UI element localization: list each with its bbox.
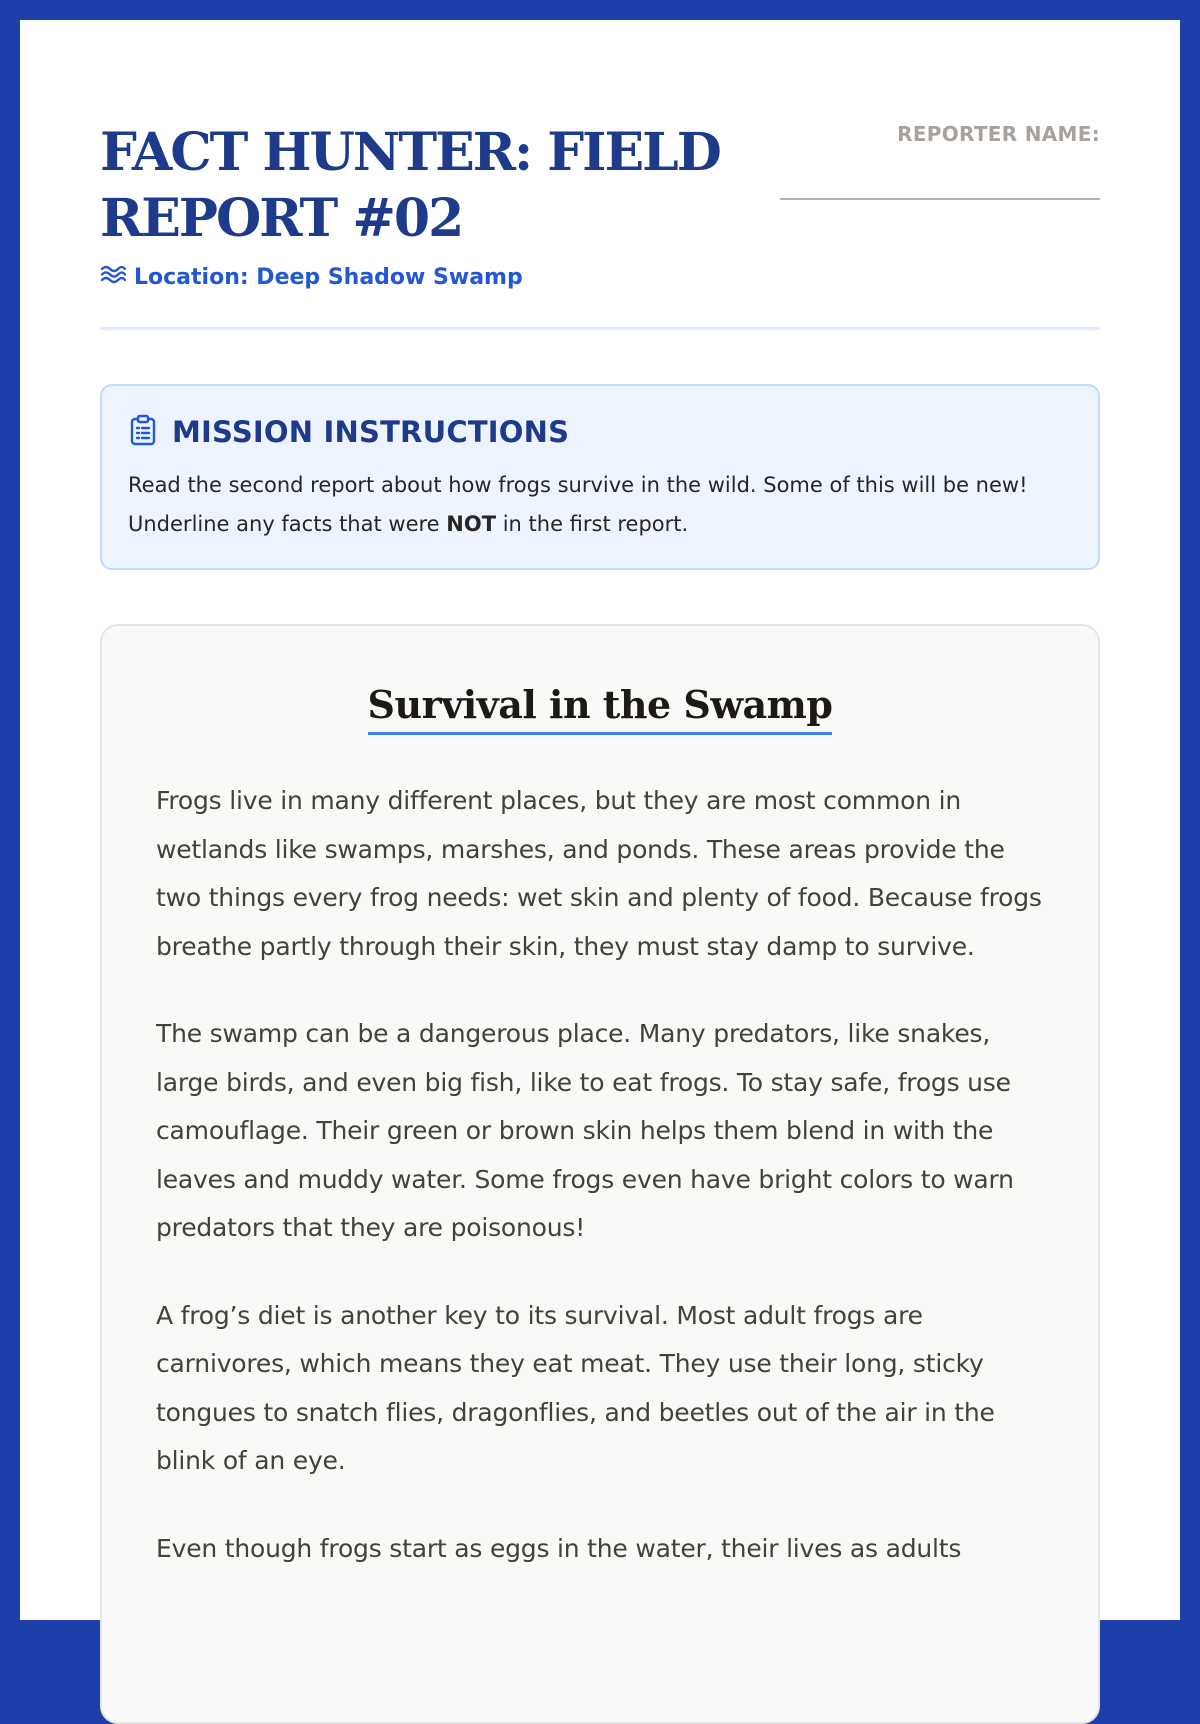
worksheet-page [20,20,1180,1620]
mission-title: MISSION INSTRUCTIONS [172,415,570,449]
mission-instructions-box [100,384,1100,570]
mission-text-emphasis: NOT [446,512,497,536]
page-title: FACT HUNTER: FIELD REPORT #02 [100,122,720,249]
article-paragraph: Even though frogs start as eggs in the water, their lives as adults [156,1533,962,1563]
article-card [100,624,1100,1724]
mission-text-part1: Read the second report about how frogs survive in the wild. Some of this will be new! Underline any facts that were [128,473,1028,536]
reporter-name-field[interactable] [780,198,1100,200]
article-title-wrap [156,678,1044,735]
reporter-name-label: REPORTER NAME: [897,122,1100,146]
mission-text [128,466,1072,544]
waves-icon [100,263,126,291]
article-paragraph: A frog’s diet is another key to its survival. Most adult frogs are carnivores, which means they eat meat. They use their long, sticky tongues to snatch flies, dragonflies, and beetles out of the air in the blink of an eye. [156,1300,995,1475]
article-title: Survival in the Swamp [368,678,833,735]
header-divider [100,327,1100,330]
clipboard-icon [128,414,158,450]
mission-heading [128,414,1072,450]
mission-text-part2: in the first report. [496,512,689,536]
location-line [100,263,523,291]
article-paragraph: The swamp can be a dangerous place. Many predators, like snakes, large birds, and even big fish, like to eat frogs. To stay safe, frogs use camouflage. Their green or brown skin helps them blend in with the leaves and muddy water. Some frogs even have bright colors to warn predators that they are poisonous! [156,1019,1014,1242]
location-text: Location: Deep Shadow Swamp [134,264,523,290]
article-paragraph: Frogs live in many different places, but they are most common in wetlands like swamps, marshes, and ponds. These areas provide the two things every frog needs: wet skin and plenty of food. Because frogs breathe partly through their skin, they must stay damp to survive. [156,786,1042,961]
